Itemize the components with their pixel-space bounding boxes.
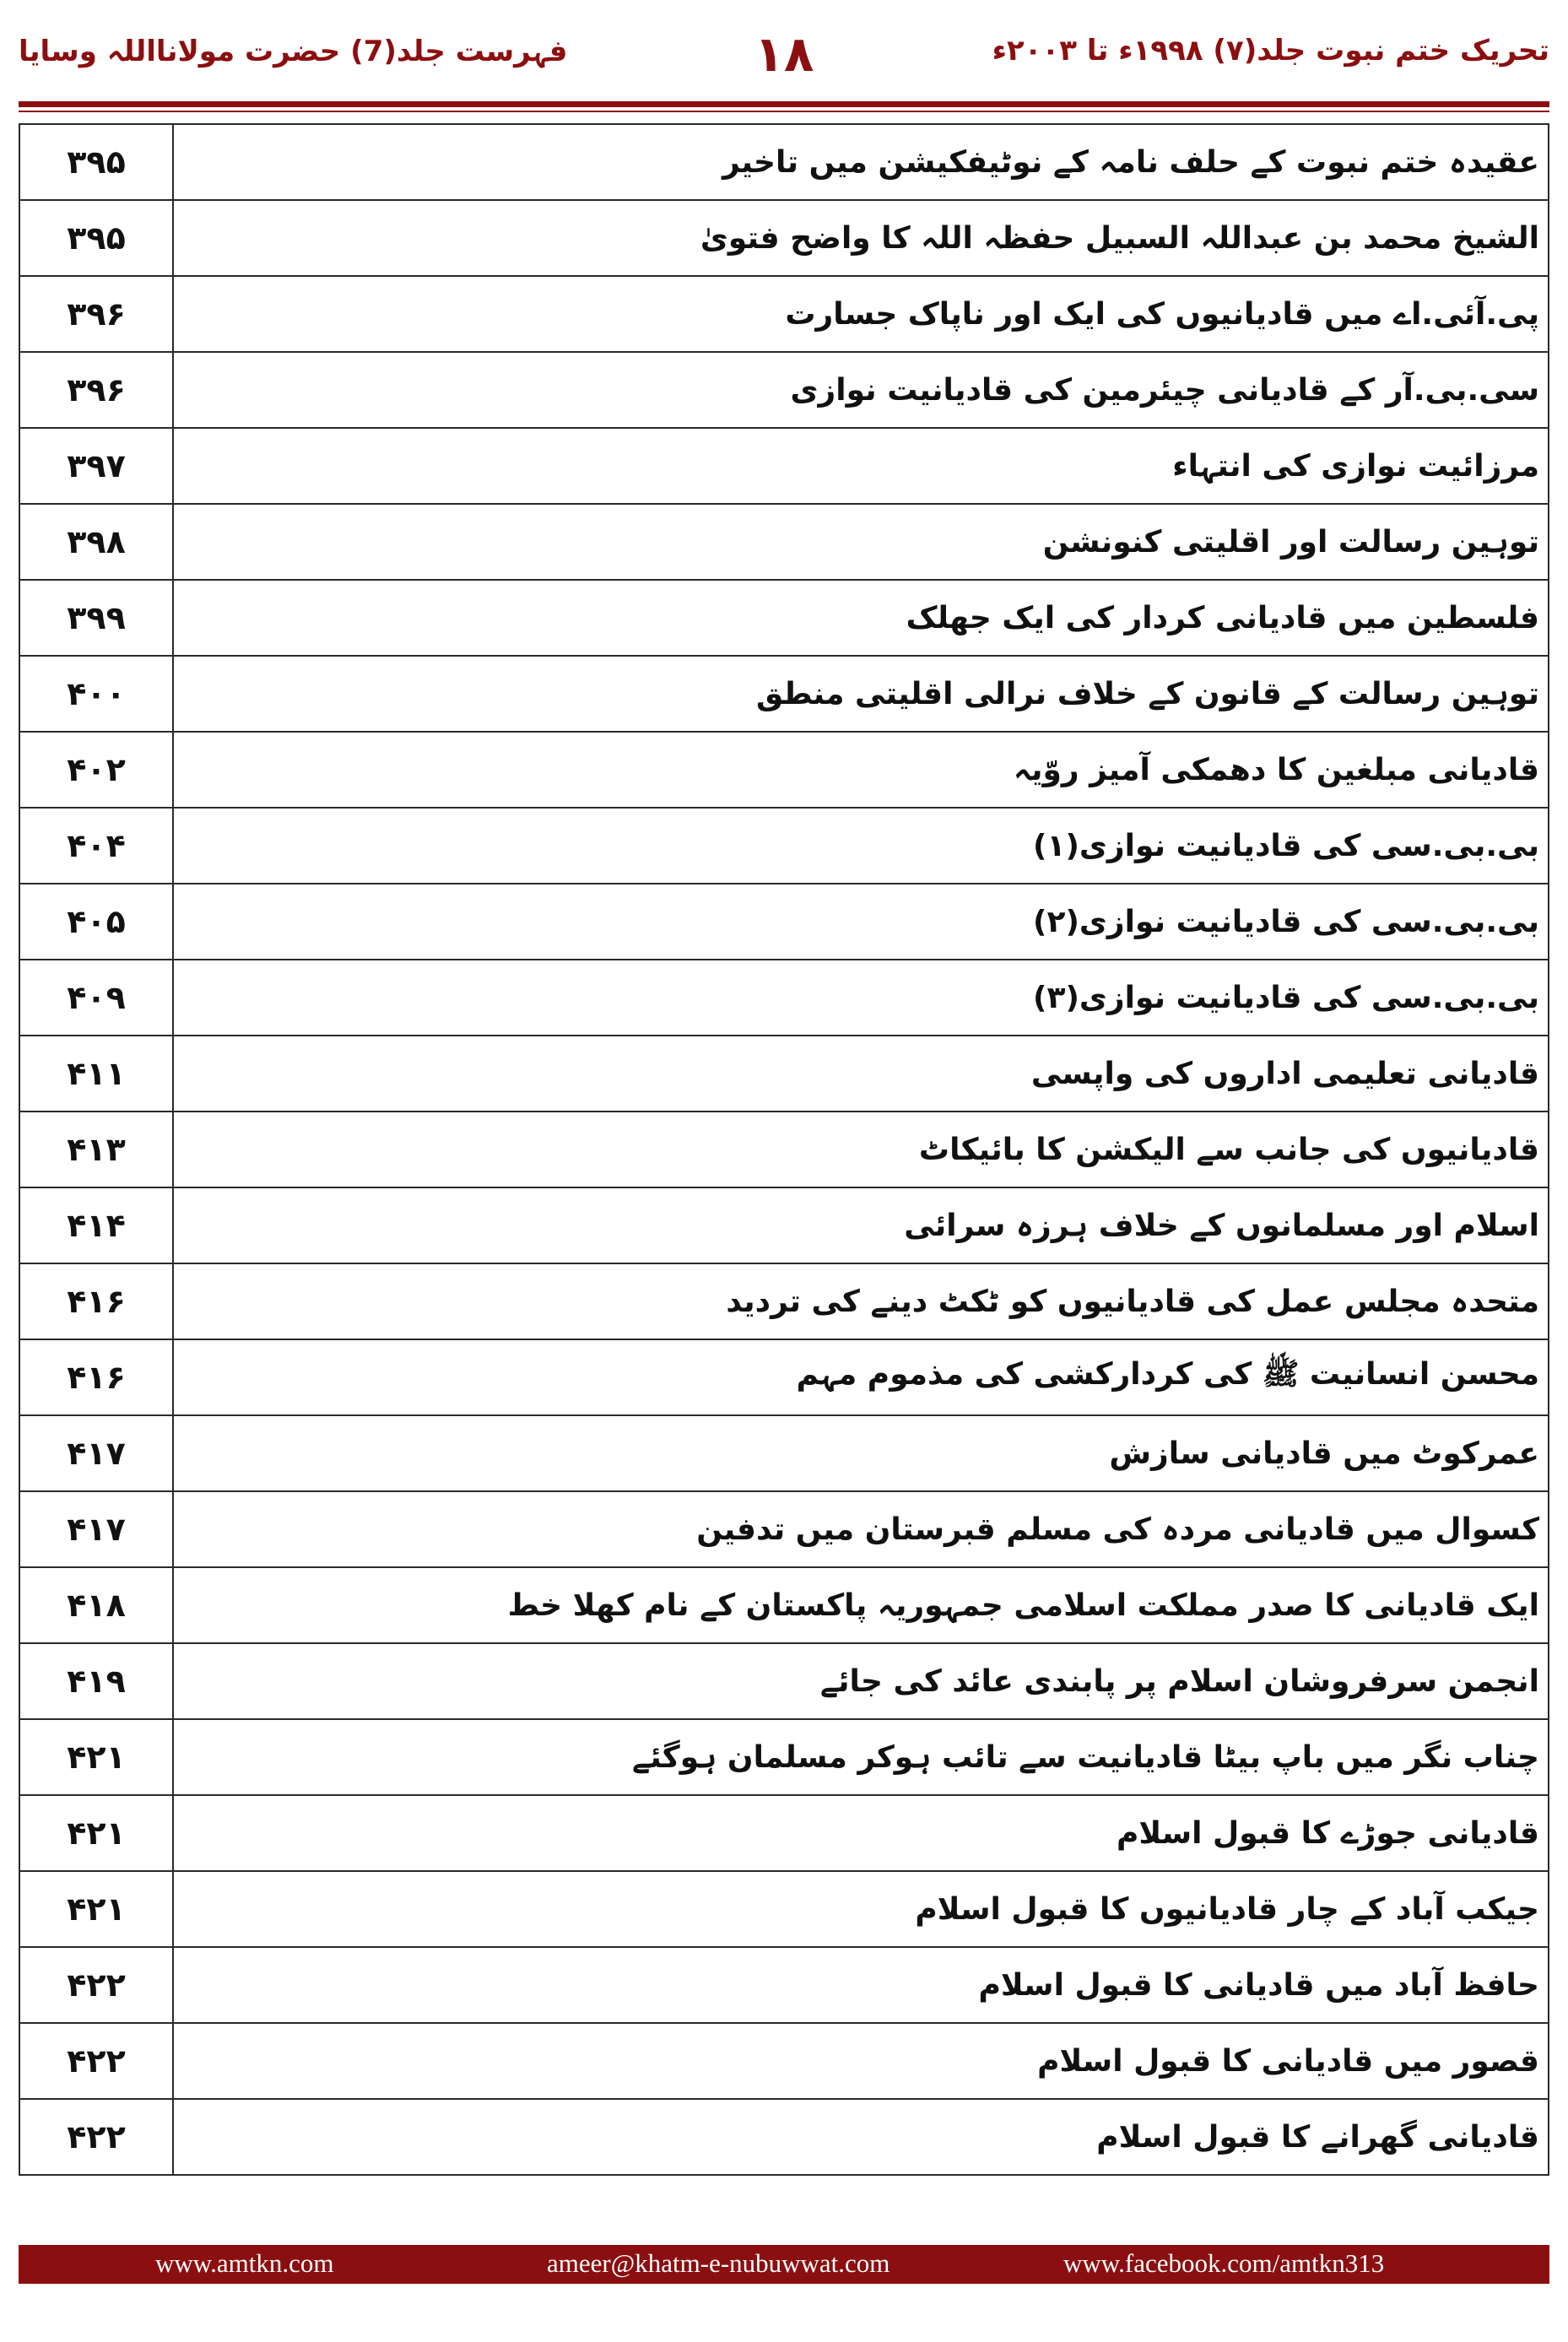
table-row	[19, 1263, 1549, 1339]
row-title: جیکب آباد کے چار قادیانیوں کا قبول اسلام	[173, 1871, 1549, 1947]
table-row	[19, 1719, 1549, 1795]
facebook-link[interactable]: www.facebook.com/amtkn313	[1063, 2248, 1385, 2278]
table-row	[19, 276, 1549, 352]
row-page-number: ۳۹۶	[19, 276, 173, 352]
table-row	[19, 1112, 1549, 1187]
page-footer	[19, 2245, 1549, 2284]
row-title: حافظ آباد میں قادیانی کا قبول اسلام	[173, 1947, 1549, 2023]
table-row	[19, 732, 1549, 808]
row-title: قادیانیوں کی جانب سے الیکشن کا بائیکاٹ	[173, 1112, 1549, 1187]
contents-table	[19, 123, 1549, 2176]
header-divider-thin	[19, 111, 1549, 112]
row-page-number: ۳۹۶	[19, 352, 173, 428]
row-page-number: ۴۲۲	[19, 1947, 173, 2023]
table-row	[19, 2023, 1549, 2099]
row-title: سی.بی.آر کے قادیانی چیئرمین کی قادیانیت نوازی	[173, 352, 1549, 428]
book-title: تحریک ختم نبوت جلد(۷) ۱۹۹۸ء تا ۲۰۰۳ء	[992, 34, 1549, 68]
table-row	[19, 2099, 1549, 2175]
header-divider	[19, 101, 1549, 107]
row-title: الشیخ محمد بن عبداللہ السبیل حفظہ اللہ کا واضح فتویٰ	[173, 200, 1549, 276]
row-title: بی.بی.سی کی قادیانیت نوازی(۳)	[173, 960, 1549, 1036]
table-row	[19, 1871, 1549, 1947]
row-page-number: ۴۱۸	[19, 1567, 173, 1643]
table-row	[19, 1643, 1549, 1719]
row-page-number: ۴۲۱	[19, 1719, 173, 1795]
table-row	[19, 1491, 1549, 1567]
table-row	[19, 1339, 1549, 1415]
row-page-number: ۳۹۸	[19, 504, 173, 580]
row-title: قادیانی گھرانے کا قبول اسلام	[173, 2099, 1549, 2175]
row-title: قادیانی جوڑے کا قبول اسلام	[173, 1795, 1549, 1871]
row-title: توہین رسالت اور اقلیتی کنونشن	[173, 504, 1549, 580]
row-page-number: ۴۰۴	[19, 808, 173, 884]
table-row	[19, 428, 1549, 504]
row-page-number: ۴۱۷	[19, 1491, 173, 1567]
row-page-number: ۴۲۱	[19, 1871, 173, 1947]
table-row	[19, 580, 1549, 656]
row-title: عقیدہ ختم نبوت کے حلف نامہ کے نوٹیفکیشن میں تاخیر	[173, 124, 1549, 200]
row-title: قادیانی تعلیمی اداروں کی واپسی	[173, 1036, 1549, 1112]
row-page-number: ۴۱۶	[19, 1339, 173, 1415]
website-link[interactable]: www.amtkn.com	[155, 2248, 334, 2278]
row-title: توہین رسالت کے قانون کے خلاف نرالی اقلیتی منطق	[173, 656, 1549, 732]
row-page-number: ۴۰۰	[19, 656, 173, 732]
row-page-number: ۳۹۹	[19, 580, 173, 656]
row-page-number: ۳۹۵	[19, 200, 173, 276]
table-row	[19, 808, 1549, 884]
row-page-number: ۴۱۷	[19, 1415, 173, 1491]
row-title: انجمن سرفروشان اسلام پر پابندی عائد کی جائے	[173, 1643, 1549, 1719]
row-page-number: ۴۰۵	[19, 884, 173, 960]
row-page-number: ۴۱۹	[19, 1643, 173, 1719]
row-title: بی.بی.سی کی قادیانیت نوازی(۲)	[173, 884, 1549, 960]
table-row	[19, 656, 1549, 732]
row-page-number: ۳۹۵	[19, 124, 173, 200]
row-page-number: ۳۹۷	[19, 428, 173, 504]
row-page-number: ۴۲۲	[19, 2023, 173, 2099]
row-title: محسن انسانیت ﷺ کی کردارکشی کی مذموم مہم	[173, 1339, 1549, 1415]
page-header	[0, 0, 1568, 101]
row-page-number: ۴۱۶	[19, 1263, 173, 1339]
row-page-number: ۴۲۱	[19, 1795, 173, 1871]
row-page-number: ۴۰۲	[19, 732, 173, 808]
row-title: بی.بی.سی کی قادیانیت نوازی(۱)	[173, 808, 1549, 884]
table-row	[19, 352, 1549, 428]
table-row	[19, 504, 1549, 580]
table-row	[19, 960, 1549, 1036]
table-row	[19, 1036, 1549, 1112]
table-row	[19, 124, 1549, 200]
section-title: فہرست جلد(7) حضرت مولانااللہ وسایا	[19, 35, 568, 68]
row-title: قصور میں قادیانی کا قبول اسلام	[173, 2023, 1549, 2099]
row-title: کسوال میں قادیانی مردہ کی مسلم قبرستان میں تدفین	[173, 1491, 1549, 1567]
row-page-number: ۴۱۳	[19, 1112, 173, 1187]
row-title: متحدہ مجلس عمل کی قادیانیوں کو ٹکٹ دینے کی تردید	[173, 1263, 1549, 1339]
row-title: چناب نگر میں باپ بیٹا قادیانیت سے تائب ہوکر مسلمان ہوگئے	[173, 1719, 1549, 1795]
table-row	[19, 1567, 1549, 1643]
email-link[interactable]: ameer@khatm-e-nubuwwat.com	[547, 2248, 890, 2278]
row-page-number: ۴۱۱	[19, 1036, 173, 1112]
row-title: مرزائیت نوازی کی انتہاء	[173, 428, 1549, 504]
row-page-number: ۴۱۴	[19, 1187, 173, 1263]
table-row	[19, 1187, 1549, 1263]
table-row	[19, 1795, 1549, 1871]
row-title: ایک قادیانی کا صدر مملکت اسلامی جمہوریہ پاکستان کے نام کھلا خط	[173, 1567, 1549, 1643]
page-number: ۱۸	[754, 25, 814, 83]
row-title: قادیانی مبلغین کا دھمکی آمیز روّیہ	[173, 732, 1549, 808]
row-title: فلسطین میں قادیانی کردار کی ایک جھلک	[173, 580, 1549, 656]
row-page-number: ۴۰۹	[19, 960, 173, 1036]
table-row	[19, 1415, 1549, 1491]
row-page-number: ۴۲۲	[19, 2099, 173, 2175]
table-row	[19, 1947, 1549, 2023]
table-row	[19, 200, 1549, 276]
table-row	[19, 884, 1549, 960]
row-title: اسلام اور مسلمانوں کے خلاف ہرزہ سرائی	[173, 1187, 1549, 1263]
row-title: عمرکوٹ میں قادیانی سازش	[173, 1415, 1549, 1491]
row-title: پی.آئی.اے میں قادیانیوں کی ایک اور ناپاک جسارت	[173, 276, 1549, 352]
